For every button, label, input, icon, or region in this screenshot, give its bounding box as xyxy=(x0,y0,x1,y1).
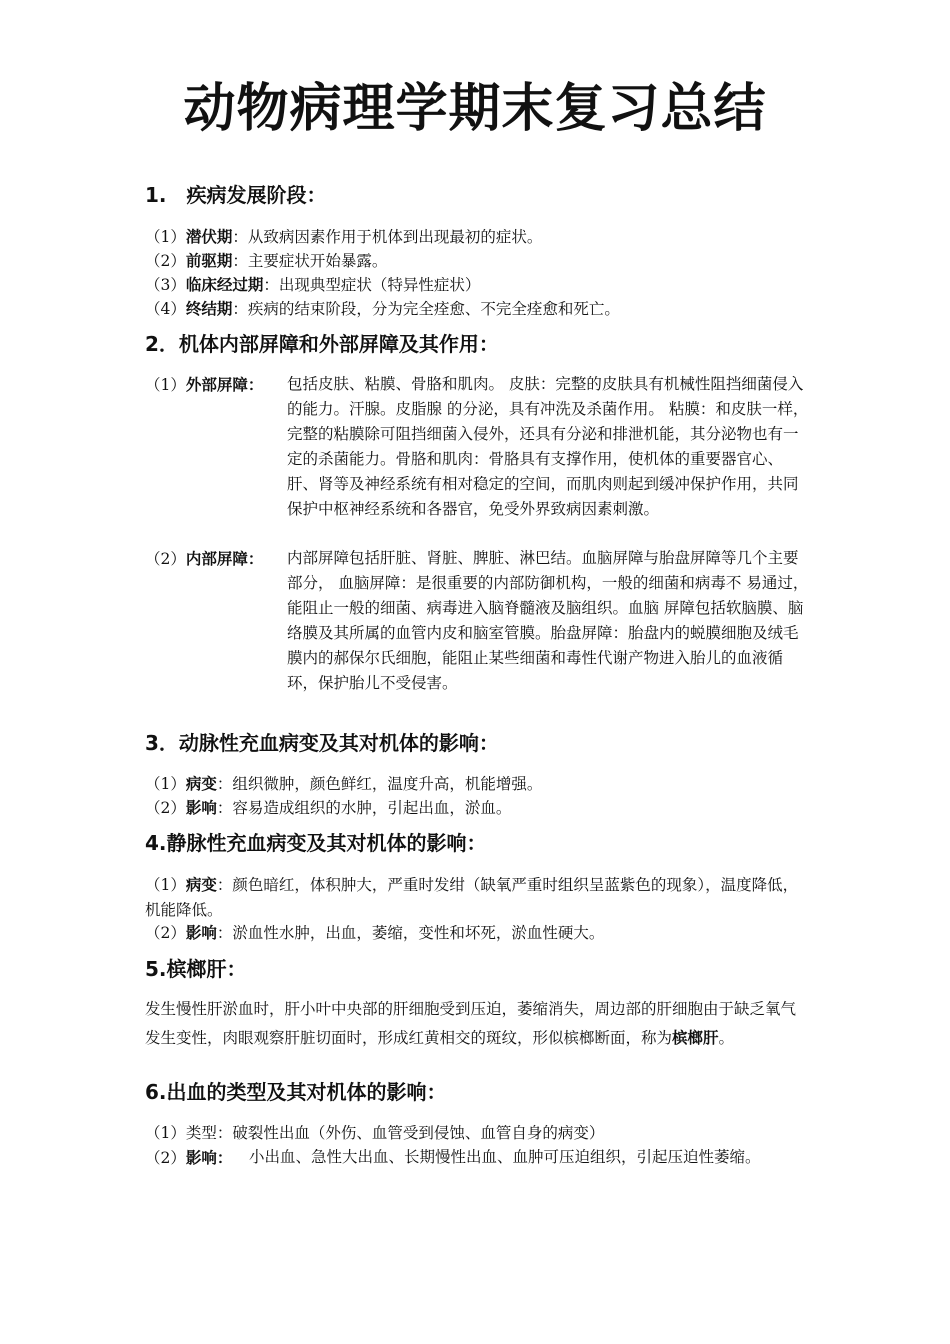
item-text: ：容易造成组织的水肿，引起出血，淤血。 xyxy=(216,799,512,817)
s1-item-2 xyxy=(145,249,387,273)
item-text: ：颜色暗红，体积肿大，严重时发绀（缺氧严重时组织呈蓝紫色的现象），温度降低，机能降低。 xyxy=(145,876,799,919)
item-number: （2） xyxy=(145,799,186,817)
item-label xyxy=(145,372,263,398)
item-term: 内部屏障： xyxy=(185,549,264,568)
item-number: （2） xyxy=(145,1149,186,1167)
item-term: 临床经过期 xyxy=(185,275,264,294)
item-term: 影响： xyxy=(185,1148,233,1167)
item-number: （1） xyxy=(145,876,186,894)
item-number: （1） xyxy=(145,228,186,246)
s6-item-1 xyxy=(145,1121,604,1145)
s1-item-4 xyxy=(145,297,620,321)
item-number: （2） xyxy=(145,252,186,270)
item-text: ：组织微肿，颜色鲜红，温度升高，机能增强。 xyxy=(216,775,543,793)
item-label xyxy=(145,546,263,572)
section-5-heading: 5.槟榔肝： xyxy=(145,957,247,981)
item-term: 终结期 xyxy=(185,299,233,318)
item-term: 类型 xyxy=(185,1124,217,1142)
item-text: ：从致病因素作用于机体到出现最初的症状。 xyxy=(232,228,543,246)
section-3-heading: 3．动脉性充血病变及其对机体的影响： xyxy=(145,731,499,755)
s2-item-2 xyxy=(145,546,810,696)
item-term: 影响 xyxy=(185,923,217,942)
section-2-heading: 2．机体内部屏障和外部屏障及其作用： xyxy=(145,332,499,356)
s4-item-2 xyxy=(145,921,604,945)
item-text: ：主要症状开始暴露。 xyxy=(232,252,388,270)
item-text: ：疾病的结束阶段，分为完全痊愈、不完全痊愈和死亡。 xyxy=(232,300,620,318)
section-4-heading: 4.静脉性充血病变及其对机体的影响： xyxy=(145,831,487,855)
item-number: （1） xyxy=(145,1124,186,1142)
item-number: （3） xyxy=(145,276,186,294)
s2-item-1 xyxy=(145,372,810,522)
item-term: 外部屏障： xyxy=(185,375,264,394)
page-title: 动物病理学期末复习总结 xyxy=(183,79,767,139)
section-6-heading: 6.出血的类型及其对机体的影响： xyxy=(145,1080,447,1104)
item-text: ：淤血性水肿，出血，萎缩，变性和坏死，淤血性硬大。 xyxy=(216,924,605,942)
paragraph-end: 。 xyxy=(718,1028,735,1047)
item-term: 潜伏期 xyxy=(185,227,233,246)
s1-item-3 xyxy=(145,273,480,297)
item-term: 病变 xyxy=(185,875,217,894)
item-number: （1） xyxy=(145,775,186,793)
item-term: 影响 xyxy=(185,798,217,817)
paragraph-term: 槟榔肝 xyxy=(672,1027,719,1047)
item-term: 前驱期 xyxy=(185,251,233,270)
item-text: ：出现典型症状（特异性症状） xyxy=(263,276,481,294)
item-number: （2） xyxy=(145,924,186,942)
item-text: 内部屏障包括肝脏、肾脏、脾脏、淋巴结。血脑屏障与胎盘屏障等几个主要部分， 血脑屏障：是很重要的内部防御机构，一般的细菌和病毒不 易通过，能阻止一般的细菌、病毒进入脑脊髓液及脑组织。血脑 屏障包括软脑膜、脑络膜及其所属的血管内皮和脑室管膜。胎盘屏障：胎盘内的蜕膜细胞及绒毛膜内的郝保尔氏细胞，能阻止某些细菌和毒性代谢产物进入胎儿的血液循环，保护胎儿不受侵害。 xyxy=(287,549,809,692)
item-text: ：破裂性出血（外伤、血管受到侵蚀、血管自身的病变） xyxy=(216,1124,605,1142)
s6-item-2 xyxy=(145,1145,810,1170)
s4-item-1 xyxy=(145,872,810,923)
section-1-heading: 1. 疾病发展阶段： xyxy=(145,183,327,207)
paragraph-text: 发生慢性肝淤血时，肝小叶中央部的肝细胞受到压迫，萎缩消失，周边部的肝细胞由于缺乏氧气发生变性，肉眼观察肝脏切面时，形成红黄相交的斑纹，形似槟榔断面，称为 xyxy=(145,1000,797,1047)
s1-item-1 xyxy=(145,225,542,249)
item-label xyxy=(145,1145,232,1171)
item-number: （1） xyxy=(145,376,186,394)
s5-paragraph xyxy=(145,996,810,1052)
s3-item-1 xyxy=(145,772,542,796)
item-number: （2） xyxy=(145,550,186,568)
item-term: 病变 xyxy=(185,774,217,793)
item-text: 小出血、急性大出血、长期慢性出血、血肿可压迫组织，引起压迫性萎缩。 xyxy=(249,1148,761,1166)
s3-item-2 xyxy=(145,796,511,820)
item-text: 包括皮肤、粘膜、骨胳和肌肉。 皮肤：完整的皮肤具有机械性阻挡细菌侵入的能力。汗腺。皮脂腺 的分泌，具有冲洗及杀菌作用。 粘膜：和皮肤一样，完整的粘膜除可阻挡细菌入侵外，还具有分泌和排泄机能，其分泌物也有一定的杀菌能力。骨胳和肌肉：骨胳具有支撑作用，使机体的重要器官心、肝、肾等及神经系统有相对稳定的空间，而肌肉则起到缓冲保护作用，共同保护中枢神经系统和各器官，免受外界致病因素刺激。 xyxy=(287,375,809,518)
item-number: （4） xyxy=(145,300,186,318)
